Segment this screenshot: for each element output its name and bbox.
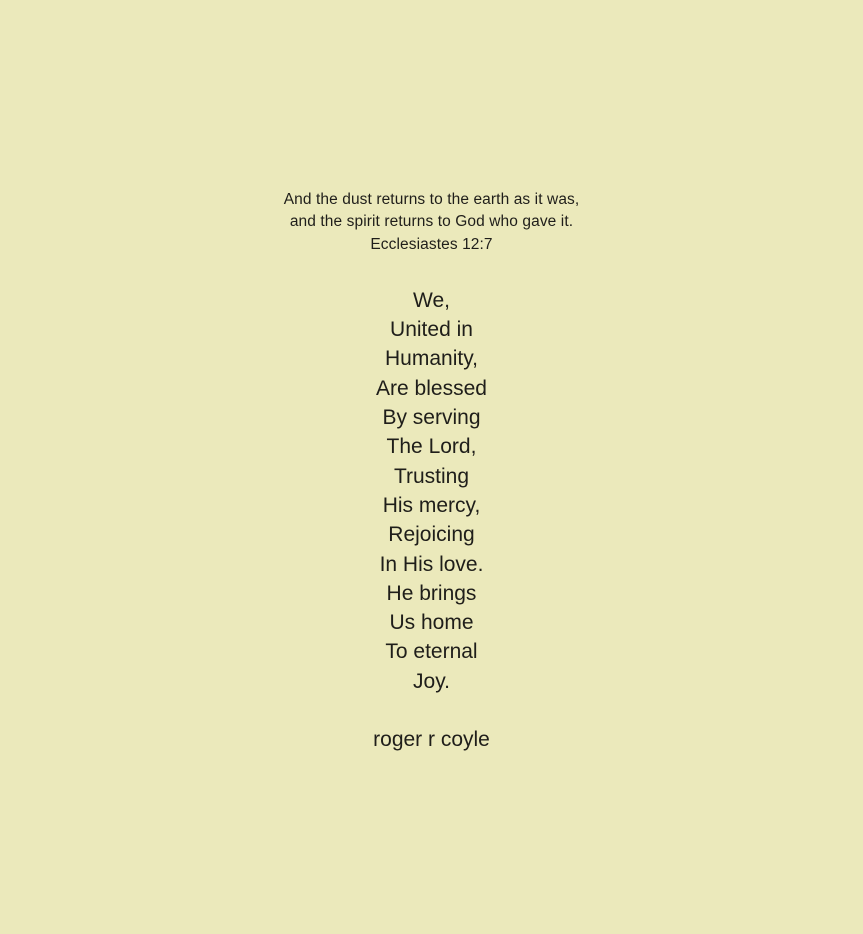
poem-body bbox=[0, 286, 863, 696]
epigraph-scripture-reference: Ecclesiastes 12:7 bbox=[370, 235, 493, 253]
poem-line: His mercy, bbox=[382, 493, 481, 517]
author-signature: roger r coyle bbox=[373, 728, 490, 752]
epigraph bbox=[0, 189, 863, 256]
poem-line: Humanity, bbox=[385, 347, 478, 371]
epigraph-line-1: And the dust returns to the earth as it was, bbox=[283, 191, 580, 208]
poem-line: We, bbox=[413, 288, 450, 312]
poem-line: By serving bbox=[382, 406, 481, 430]
poem-line: In His love. bbox=[379, 552, 484, 576]
poem-line: He brings bbox=[386, 581, 477, 605]
poem-line: Trusting bbox=[393, 464, 470, 488]
poem-line: To eternal bbox=[385, 640, 478, 664]
poem-line: Joy. bbox=[413, 669, 450, 693]
poem-line: United in bbox=[390, 318, 473, 342]
poem-line: Us home bbox=[389, 611, 474, 635]
poem-line: Are blessed bbox=[376, 376, 487, 400]
poem-line: The Lord, bbox=[386, 435, 477, 459]
poem-line: Rejoicing bbox=[388, 523, 475, 547]
epigraph-line-2: and the spirit returns to God who gave it. bbox=[289, 213, 574, 231]
